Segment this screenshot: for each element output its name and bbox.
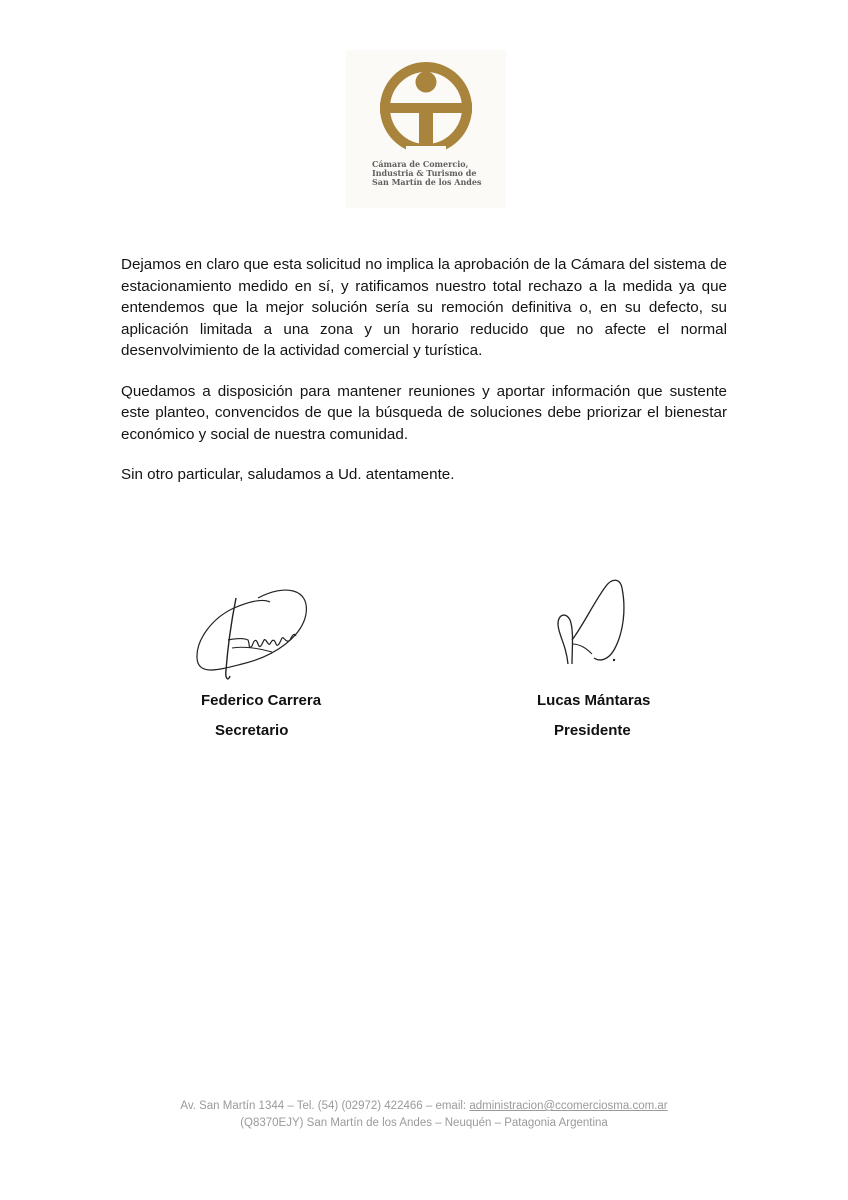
logo-line-1: Cámara de Comercio, <box>372 159 469 169</box>
signatory-name-secretary: Federico Carrera <box>201 692 322 709</box>
logo-line-3: San Martín de los Andes <box>372 177 482 187</box>
letterhead-footer <box>0 1098 848 1132</box>
footer-location-line: (Q8370EJY) San Martín de los Andes – Neuquén – Patagonia Argentina <box>240 1117 608 1129</box>
signature-lucas-mantaras <box>548 574 640 670</box>
logo-line-2: Industria & Turismo de <box>372 168 477 178</box>
footer-address-line <box>0 1098 848 1115</box>
paragraph-rejection: Dejamos en claro que esta solicitud no implica la aprobación de la Cámara del sistema de estacionamiento medido en sí, y ratificamos nuestro total rechazo a la medida ya que entendemos que la mejor solución sería su remoción definitiva o, en su defecto, su aplicación limitada a una zona y un horario reducido que no afecte el normal desenvolvimiento de la actividad comercial y turística. <box>121 256 727 359</box>
signatory-role-president: Presidente <box>554 722 631 739</box>
signatory-name-president: Lucas Mántaras <box>537 692 651 709</box>
signature-federico-carrera <box>192 578 312 688</box>
signatory-role-secretary: Secretario <box>215 722 289 739</box>
letter-body <box>121 254 727 505</box>
paragraph-availability: Quedamos a disposición para mantener reuniones y aportar información que sustente este planteo, convencidos de que la búsqueda de soluciones debe priorizar el bienestar económico y social de nuestra comunidad. <box>121 382 727 443</box>
footer-email-link[interactable]: administracion@ccomerciosma.com.ar <box>469 1100 668 1112</box>
chamber-emblem-icon <box>374 60 478 156</box>
chamber-logo-text <box>372 160 502 187</box>
paragraph-closing: Sin otro particular, saludamos a Ud. atentamente. <box>121 466 455 483</box>
chamber-logo <box>346 50 506 208</box>
footer-address: Av. San Martín 1344 – Tel. (54) (02972) 422466 – email: <box>180 1100 470 1112</box>
